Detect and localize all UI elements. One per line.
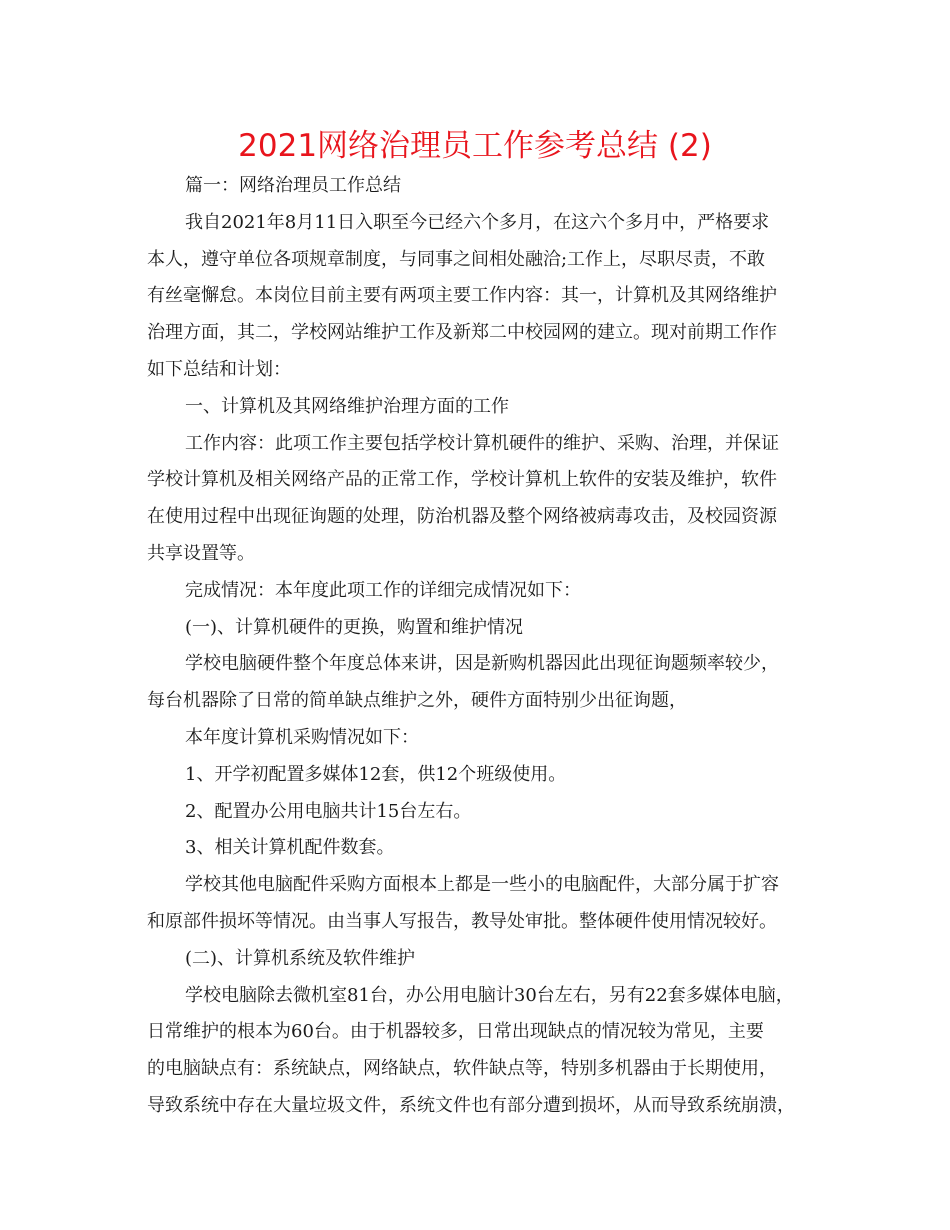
text-line: 1、开学初配置多媒体12套，供12个班级使用。 [185,763,567,785]
text-line: 学校电脑硬件整个年度总体来讲，因是新购机器因此出现征询题频率较少， [185,653,779,675]
document-title: 2021网络治理员工作参考总结 (2) [238,128,712,164]
text-line: 日常维护的根本为60台。由于机器较多，日常出现缺点的情况较为常见，主要 [147,1021,764,1043]
text-line: 篇一：网络治理员工作总结 [185,175,401,196]
text-line: 本人，遵守单位各项规章制度，与同事之间相处融洽;工作上，尽职尽责，不敢 [147,248,766,270]
text-line: 如下总结和计划： [147,358,291,380]
text-line: (一)、计算机硬件的更换，购置和维护情况 [185,616,524,638]
text-line: 共享设置等。 [147,542,255,564]
text-line: 每台机器除了日常的简单缺点维护之外，硬件方面特别少出征询题， [147,690,687,712]
text-line: 和原部件损坏等情况。由当事人写报告，教导处审批。整体硬件使用情况较好。 [147,910,777,932]
text-line: 治理方面，其二，学校网站维护工作及新郑二中校园网的建立。现对前期工作作 [147,322,777,344]
text-line: 本年度计算机采购情况如下： [185,726,419,748]
text-line: 2、配置办公用电脑共计15台左右。 [185,800,472,822]
text-line: 学校电脑除去微机室81台，办公用电脑计30台左右，另有22套多媒体电脑， [185,984,794,1006]
text-line: 工作内容：此项工作主要包括学校计算机硬件的维护、采购、治理，并保证 [185,432,779,454]
text-line: 学校计算机及相关网络产品的正常工作，学校计算机上软件的安装及维护，软件 [147,469,777,491]
text-line: 我自2021年8月11日入职至今已经六个多月，在这六个多月中，严格要求 [185,211,770,233]
text-line: 在使用过程中出现征询题的处理，防治机器及整个网络被病毒攻击，及校园资源 [147,506,777,528]
text-line: 学校其他电脑配件采购方面根本上都是一些小的电脑配件，大部分属于扩容 [185,874,779,896]
text-line: 3、相关计算机配件数套。 [185,837,395,859]
text-line: 一、计算机及其网络维护治理方面的工作 [185,395,509,417]
text-line: 有丝毫懈怠。本岗位目前主要有两项主要工作内容：其一，计算机及其网络维护 [147,285,777,307]
text-line: (二)、计算机系统及软件维护 [185,947,416,969]
text-line: 完成情况：本年度此项工作的详细完成情况如下： [185,579,581,601]
document-body [147,168,812,1125]
text-line: 导致系统中存在大量垃圾文件，系统文件也有部分遭到损坏，从而导致系统崩溃， [147,1094,795,1116]
text-line: 的电脑缺点有：系统缺点，网络缺点，软件缺点等，特别多机器由于长期使用， [147,1058,777,1080]
